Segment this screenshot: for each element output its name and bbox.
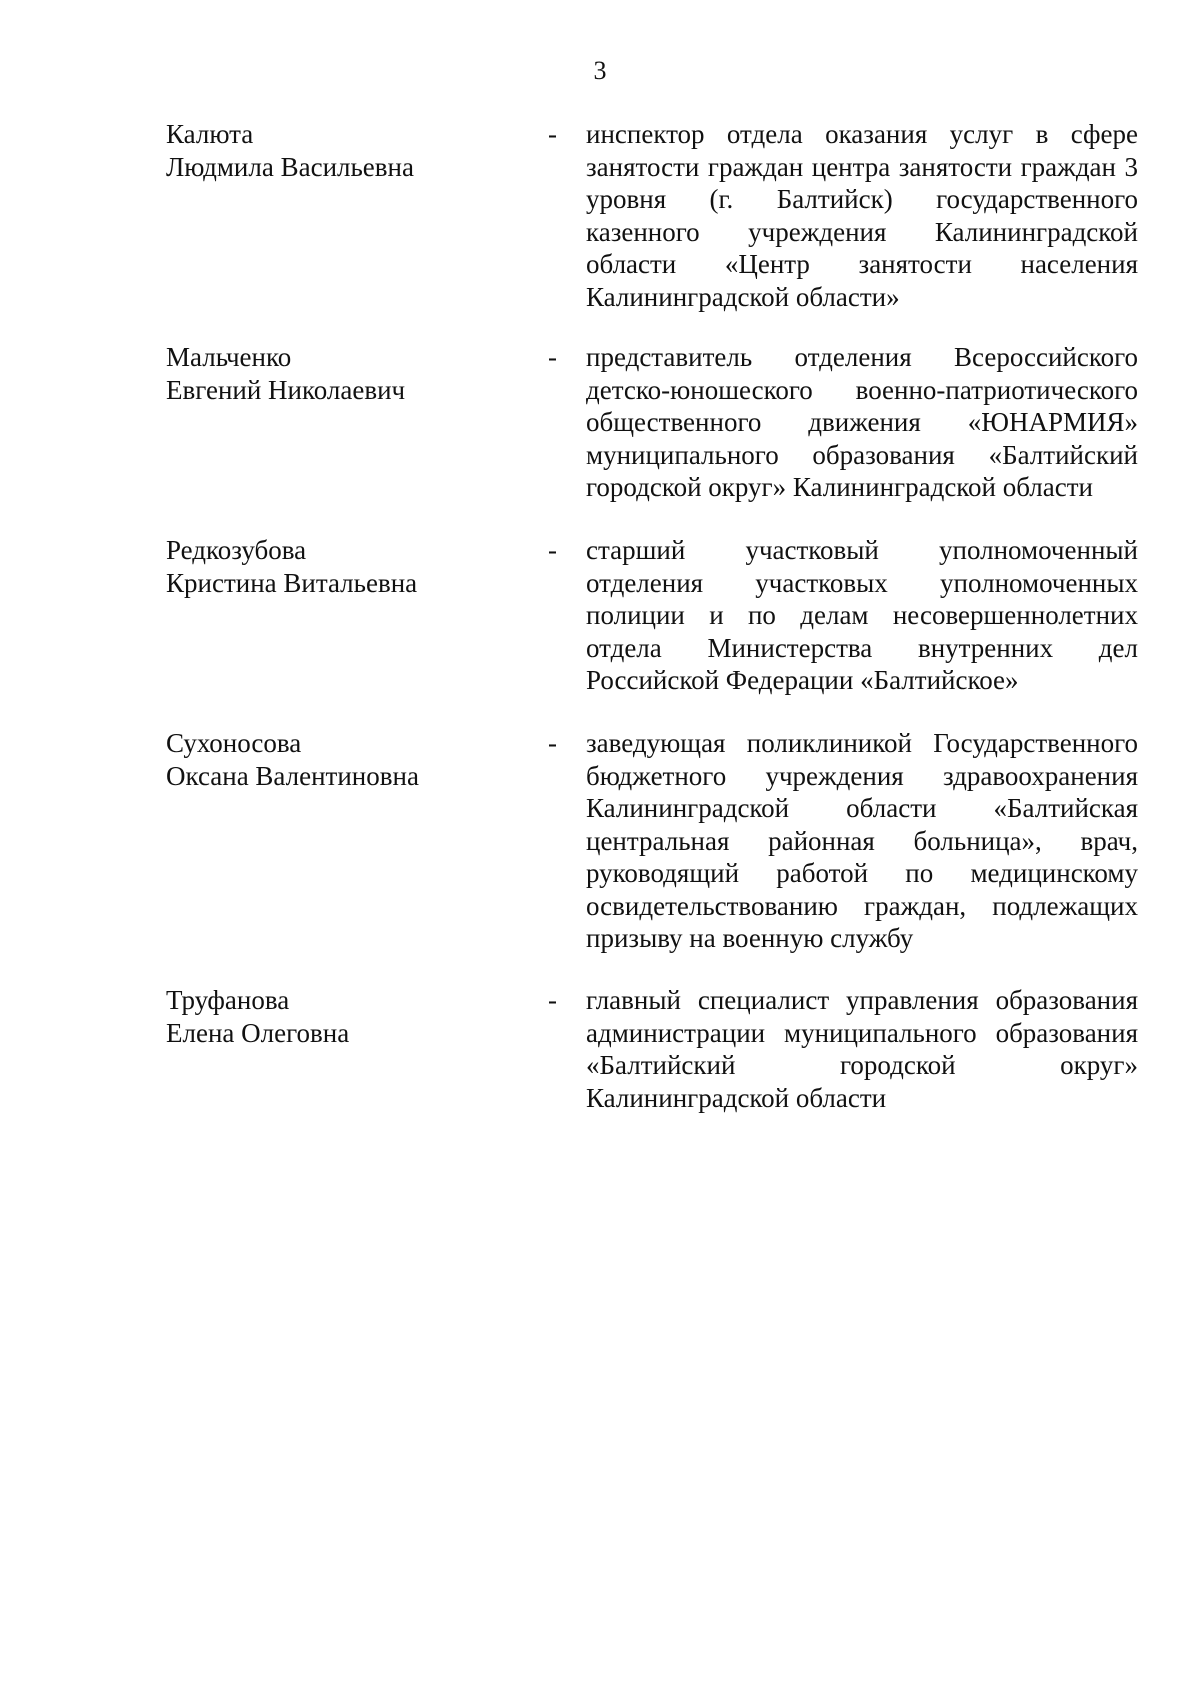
page-number: 3 xyxy=(593,56,607,85)
separator-dash: - xyxy=(548,119,557,149)
member-given-names: Оксана Валентиновна xyxy=(166,760,419,791)
member-role: инспектор отдела оказания услуг в сфере занятости граждан центра занятости граждан 3 уровня (г. Балтийск) государственного казенного учреждения Калининградской области «Центр занятости населения Калининградской области» xyxy=(586,119,1138,312)
member-name xyxy=(166,534,526,599)
member-name xyxy=(166,118,526,183)
member-given-names: Людмила Васильевна xyxy=(166,151,414,182)
member-given-names: Евгений Николаевич xyxy=(166,374,406,405)
member-name xyxy=(166,984,526,1049)
member-name xyxy=(166,727,526,792)
member-role: старший участковый уполномоченный отделения участковых уполномоченных полиции и по делам несовершеннолетних отдела Министерства внутренних дел Российской Федерации «Балтийское» xyxy=(586,535,1138,695)
member-surname: Мальченко xyxy=(166,342,292,372)
member-given-names: Кристина Витальевна xyxy=(166,567,418,598)
separator-dash: - xyxy=(548,342,557,372)
member-surname: Сухоносова xyxy=(166,728,302,758)
member-surname: Редкозубова xyxy=(166,535,307,565)
member-role: главный специалист управления образования администрации муниципального образования «Балтийский городской округ» Калининградской области xyxy=(586,985,1138,1113)
member-given-names: Елена Олеговна xyxy=(166,1017,350,1048)
member-surname: Калюта xyxy=(166,119,254,149)
separator-dash: - xyxy=(548,985,557,1015)
separator-dash: - xyxy=(548,728,557,758)
member-role: заведующая поликлиникой Государственного бюджетного учреждения здравоохранения Калининградской области «Балтийская центральная районная больница», врач, руководящий работой по медицинскому освидетельствованию граждан, подлежащих призыву на военную службу xyxy=(586,728,1138,953)
separator-dash: - xyxy=(548,535,557,565)
member-role: представитель отделения Всероссийского детско-юношеского военно-патриотического общественного движения «ЮНАРМИЯ» муниципального образования «Балтийский городской округ» Калининградской области xyxy=(586,342,1138,502)
member-name xyxy=(166,341,526,406)
member-surname: Труфанова xyxy=(166,985,290,1015)
